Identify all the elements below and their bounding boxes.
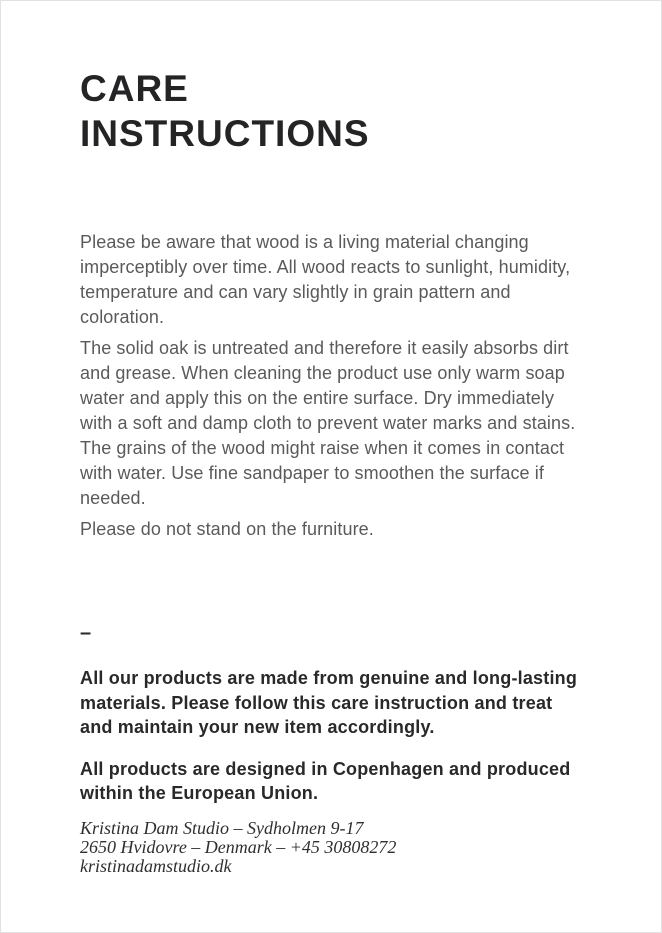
- contact-line-website: kristinadamstudio.dk: [80, 856, 232, 876]
- emphasis-text: [80, 666, 580, 806]
- paragraph-materials-promise: All our products are made from genuine and long-lasting materials. Please follow this care instruction and treat and maintain your new item accordingly.: [80, 668, 578, 737]
- paragraph-cleaning: The solid oak is untreated and therefore it easily absorbs dirt and grease. When cleaning the product use only warm soap water and apply this on the entire surface. Dry immediately with a soft and damp cloth to prevent water marks and stains. The grains of the wood might raise when it comes in contact with water. Use fine sandpaper to smoothen the surface if needed.: [80, 338, 576, 508]
- contact-line-city-phone: 2650 Hvidovre – Denmark – +45 30808272: [80, 837, 397, 857]
- care-instructions-text: [80, 230, 585, 548]
- contact-info: [80, 819, 560, 876]
- paragraph-designed-copenhagen: All products are designed in Copenhagen and produced within the European Union.: [80, 758, 571, 803]
- dash-divider: –: [80, 622, 92, 644]
- page-title: [80, 66, 370, 156]
- paragraph-no-standing: Please do not stand on the furniture.: [80, 519, 374, 539]
- contact-line-address: Kristina Dam Studio – Sydholmen 9-17: [80, 818, 364, 838]
- paragraph-wood-material: Please be aware that wood is a living material changing imperceptibly over time. All wood reacts to sunlight, humidity, temperature and can vary slightly in grain pattern and coloration.: [80, 232, 571, 327]
- title-line-1: CARE: [80, 68, 189, 109]
- title-line-2: INSTRUCTIONS: [80, 113, 370, 154]
